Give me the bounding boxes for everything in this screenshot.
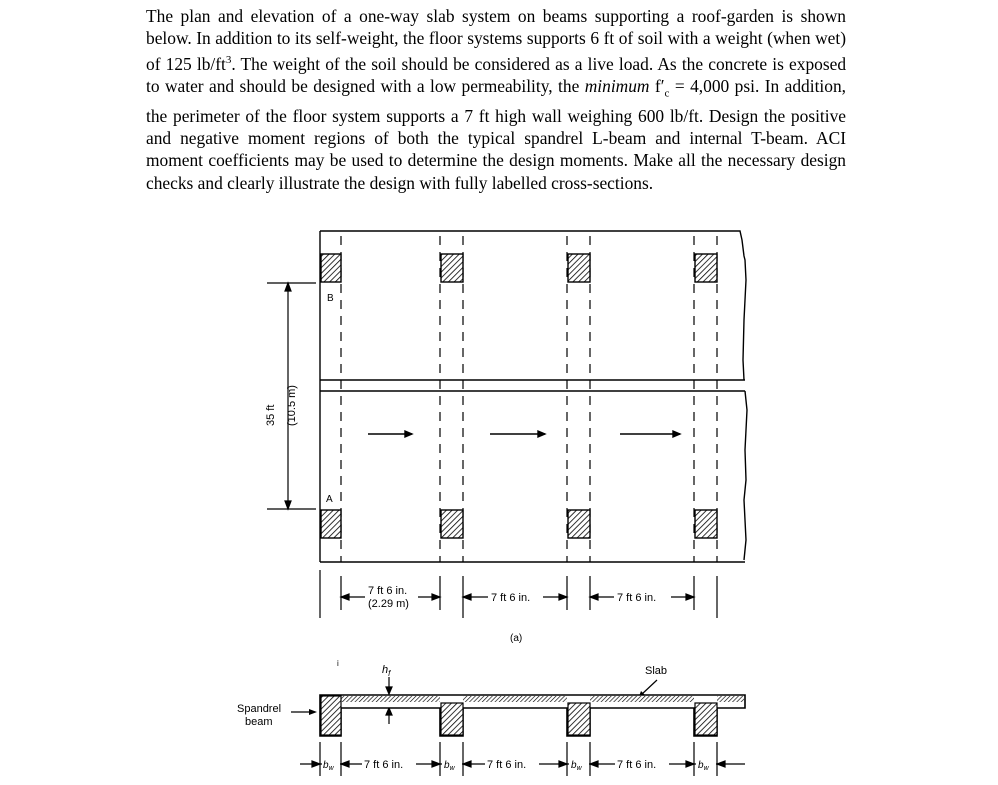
column xyxy=(568,254,590,282)
svg-text:bw: $b_w$ xyxy=(323,760,334,772)
spandrel-label-line2: beam xyxy=(245,716,273,728)
slab-label: Slab xyxy=(645,665,668,677)
section-spacing-3: 7 ft 6 in. xyxy=(617,759,657,771)
fc-prime: ′ xyxy=(660,76,665,97)
column xyxy=(321,254,341,282)
plan-view xyxy=(320,231,747,562)
problem-text-1: The plan and elevation of a one-way slab system on beams supporting a roof-garden is shown below. In addition to its self-weight, the floor systems supports 6 ft of soil with a weight (when wet) of 125 lb/ft xyxy=(146,6,846,75)
minimum-emphasis: minimum xyxy=(584,76,650,97)
fc-symbol: f xyxy=(649,76,661,97)
plan-spacing-1-metric: (2.29 m) xyxy=(368,598,409,610)
plan-beam-lines xyxy=(341,236,717,562)
plan-caption: (a) xyxy=(510,633,523,644)
column xyxy=(321,510,341,538)
plan-spacing-1: 7 ft 6 in. xyxy=(368,585,408,597)
cubed-superscript: 3 xyxy=(225,54,232,67)
span-direction-arrows xyxy=(368,431,680,437)
column xyxy=(568,510,590,538)
spandrel-web xyxy=(321,696,341,735)
section-spacing-2: 7 ft 6 in. xyxy=(487,759,527,771)
spandrel-label-line1: Spandrel xyxy=(237,703,282,715)
svg-text:bw: $b_w$ xyxy=(444,760,455,772)
flange-thickness-label: $h_f$ xyxy=(382,664,391,678)
section-spacing-1: 7 ft 6 in. xyxy=(364,759,404,771)
beam-web xyxy=(441,703,463,735)
plan-columns xyxy=(321,254,717,538)
span-feet-label: 35 ft xyxy=(265,404,277,426)
plan-spacing-3: 7 ft 6 in. xyxy=(617,592,657,604)
svg-text:bw: $b_w$ xyxy=(571,760,582,772)
section-label-a: A xyxy=(326,494,333,505)
column xyxy=(441,510,463,538)
column xyxy=(695,510,717,538)
beam-web xyxy=(568,703,590,735)
stray-mark: i xyxy=(337,659,339,668)
fc-subscript: c xyxy=(664,87,670,100)
column xyxy=(441,254,463,282)
plan-spacing-2: 7 ft 6 in. xyxy=(491,592,531,604)
problem-text-3: = 4,000 psi. In addition, the perimeter of the floor system supports a 7 ft high wall weighing 600 lb/ft. Design the positive and negative moment regions of both the typical spandrel L-beam and internal T-beam. ACI moment coefficients may be used to determine the design moments. Make all the necessary design checks and clearly illustrate the design with fully labelled cross-sections. xyxy=(146,76,846,193)
svg-text:bw: $b_w$ xyxy=(698,760,709,772)
section-label-b: B xyxy=(327,293,334,304)
column xyxy=(695,254,717,282)
beam-web xyxy=(695,703,717,735)
span-metric-label: (10.5 m) xyxy=(286,385,298,426)
problem-text-2: . The weight of the soil should be considered as a live load. As the concrete is exposed to water and should be designed with a low permeability, the xyxy=(146,54,847,97)
